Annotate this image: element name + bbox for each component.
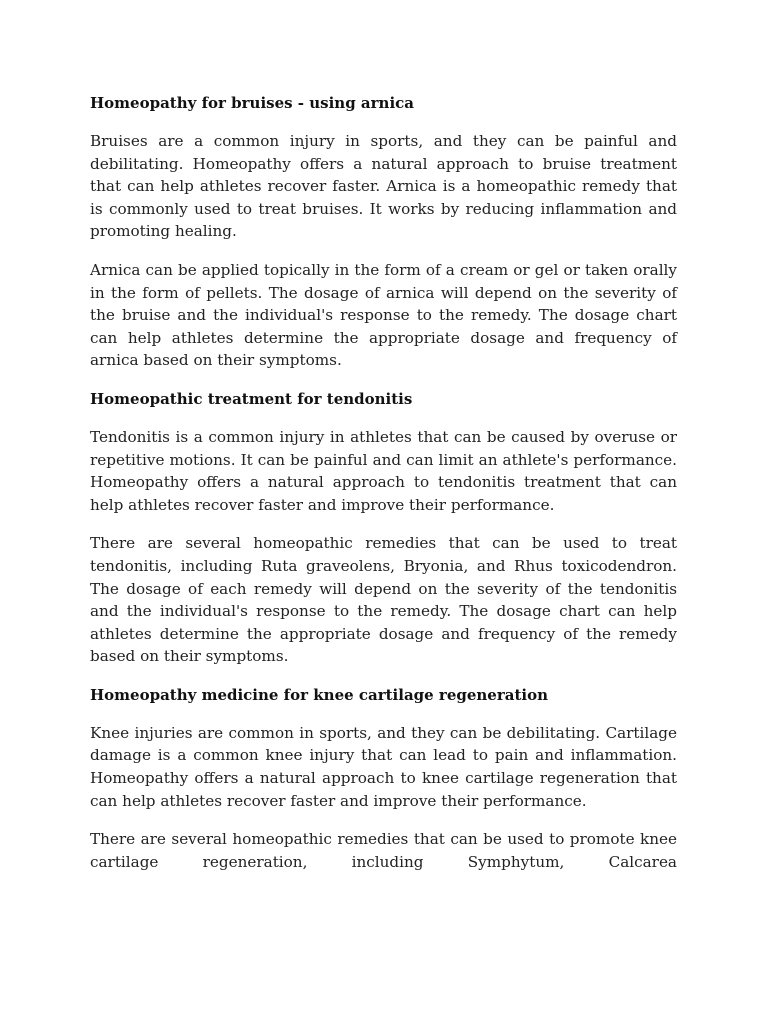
paragraph: Arnica can be applied topically in the form of a cream or gel or taken orally in the form of pellets. The dosage of arnica will depend on the severity of the bruise and the individual's response to the remedy. The dosage chart can help athletes determine the appropriate dosage and frequency of arnica based on their symptoms. — [90, 260, 677, 370]
paragraph: Tendonitis is a common injury in athletes that can be caused by overuse or repetitive motions. It can be painful and can limit an athlete's performance. Homeopathy offers a natural approach to tendonitis treatment that can help athletes recover faster and improve their performance. — [90, 427, 677, 514]
section-heading: Homeopathy for bruises - using arnica — [90, 94, 415, 112]
section-heading: Homeopathic treatment for tendonitis — [90, 389, 413, 408]
section-bruises — [90, 92, 677, 372]
paragraph: Knee injuries are common in sports, and they can be debilitating. Cartilage damage is a common knee injury that can lead to pain and inflammation. Homeopathy offers a natural approach to knee cartilage regeneration that can help athletes recover faster and improve their performance. — [90, 723, 677, 810]
section-tendonitis — [90, 388, 677, 668]
paragraph: There are several homeopathic remedies that can be used to promote knee cartilage regeneration, including Symphytum, Calcarea — [90, 830, 677, 871]
section-heading: Homeopathy medicine for knee cartilage regeneration — [90, 685, 549, 704]
paragraph: There are several homeopathic remedies that can be used to treat tendonitis, including Ruta graveolens, Bryonia, and Rhus toxicodendron. The dosage of each remedy will depend on the severity of the tendonitis and the individual's response to the remedy. The dosage chart can help athletes determine the appropriate dosage and frequency of the remedy based on their symptoms. — [90, 534, 677, 666]
document-page — [90, 92, 677, 889]
paragraph: Bruises are a common injury in sports, and they can be painful and debilitating. Homeopathy offers a natural approach to bruise treatment that can help athletes recover faster. Arnica is a homeopathic remedy that is commonly used to treat bruises. It works by reducing inflammation and promoting healing. — [90, 132, 677, 241]
section-knee-cartilage — [90, 684, 677, 874]
